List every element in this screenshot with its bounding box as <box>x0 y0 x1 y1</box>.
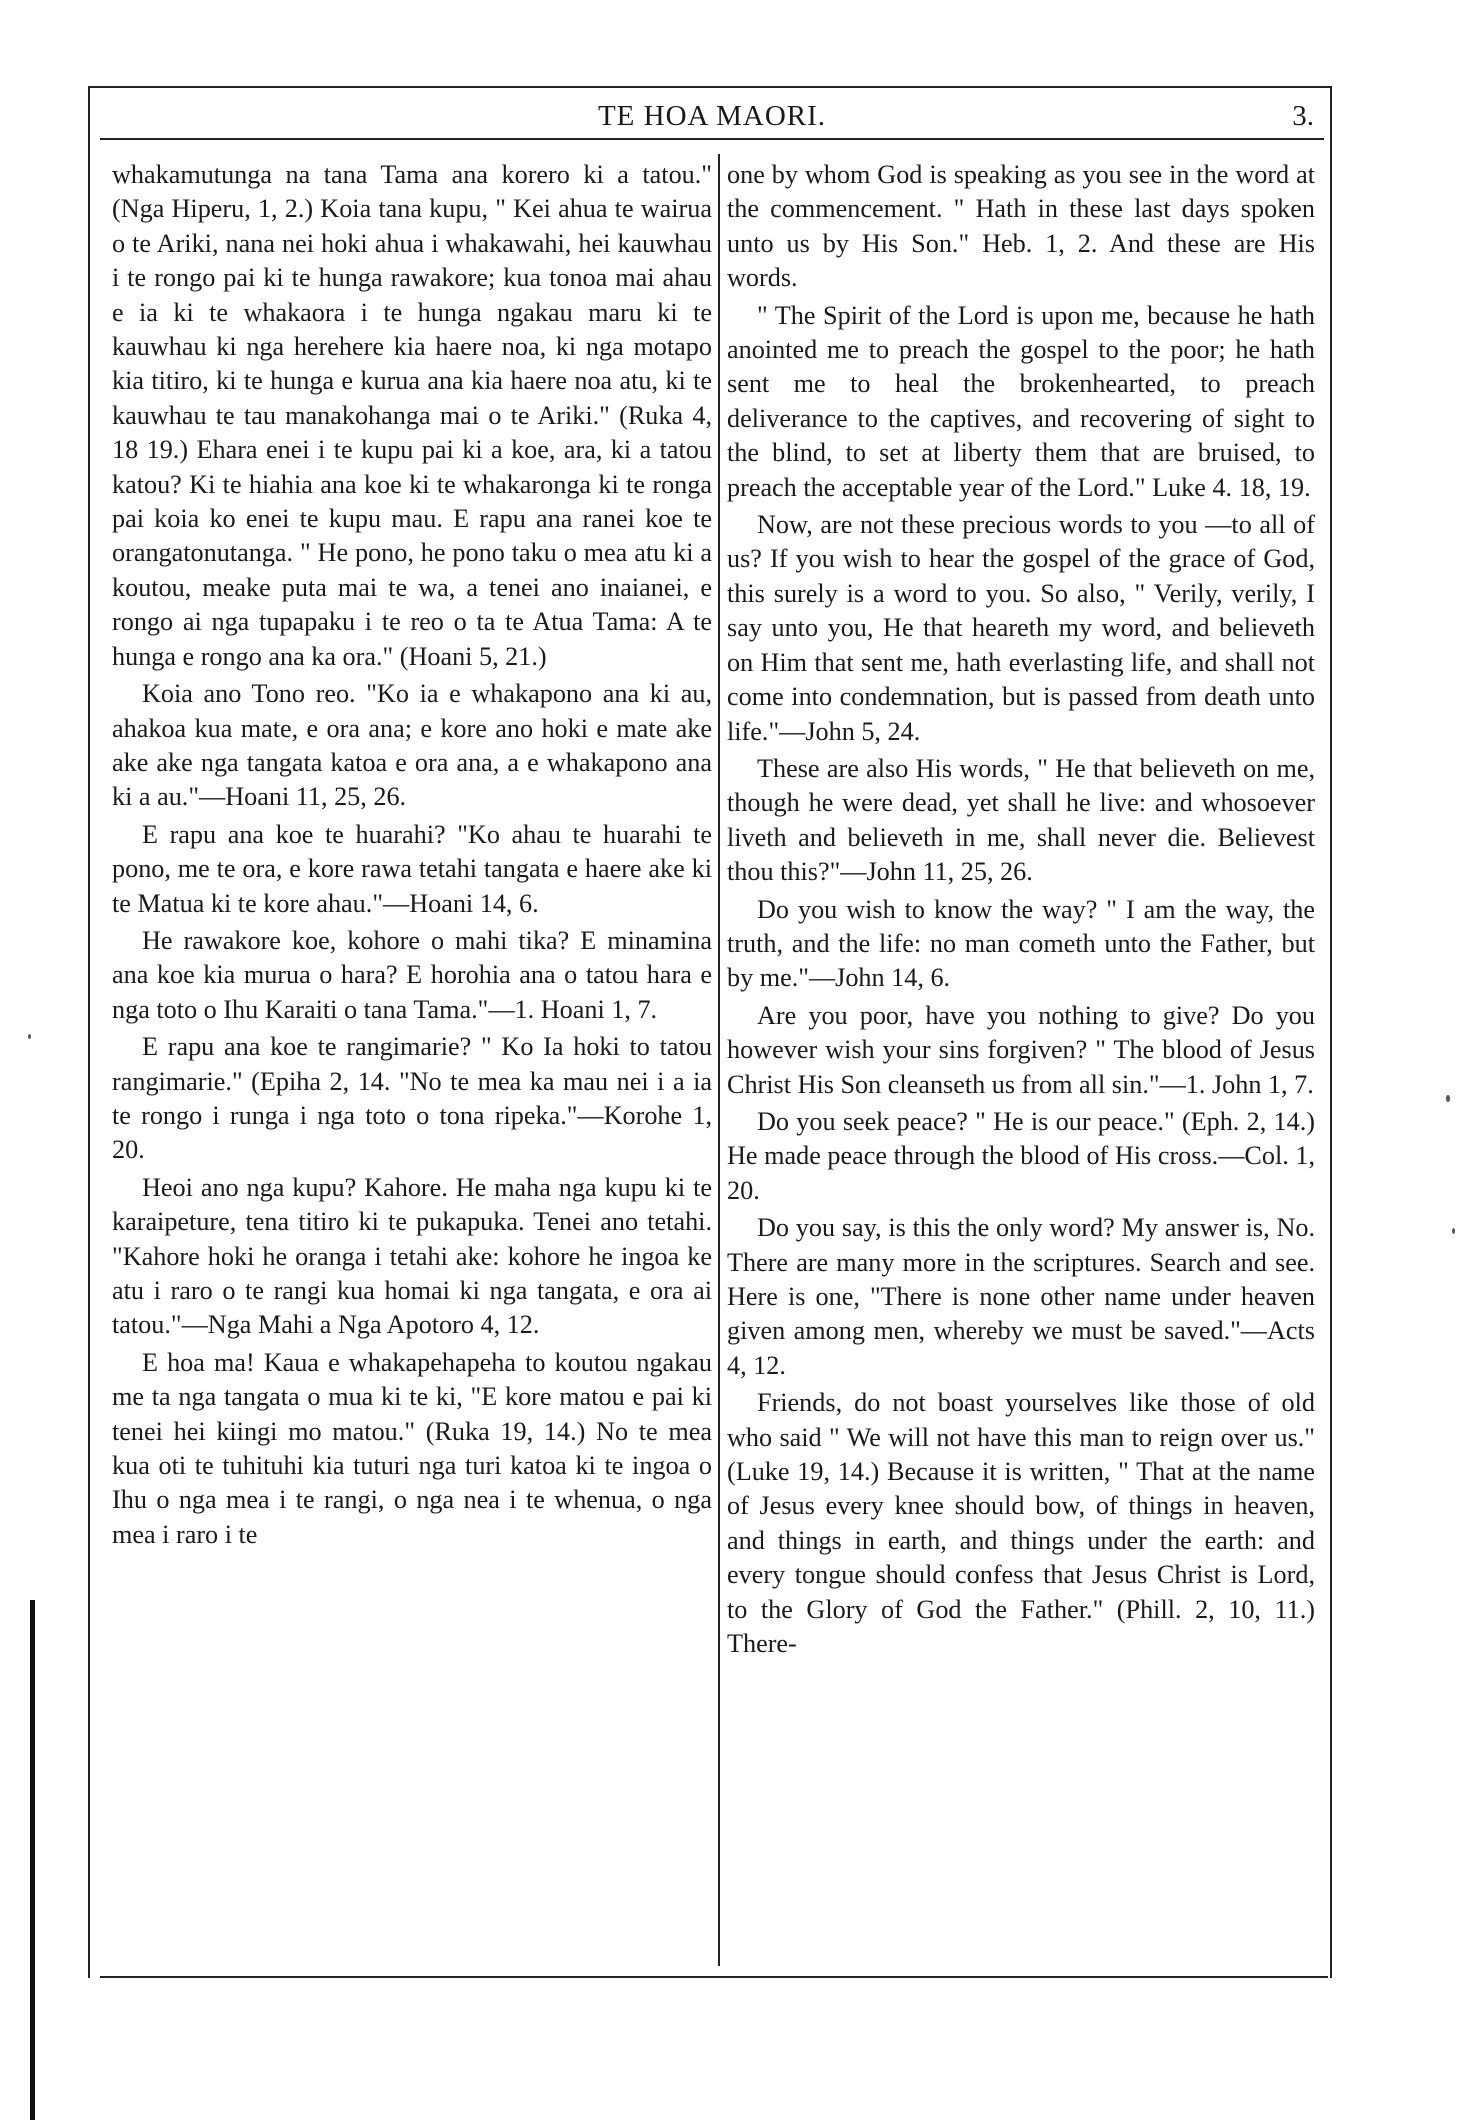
right-paragraph: Do you seek peace? " He is our peace." (Eph. 2, 14.) He made peace through the blood of His cross.—Col. 1, 20. <box>727 1106 1315 1205</box>
left-column-maori <box>112 158 712 1555</box>
left-paragraph: Koia ano Tono reo. "Ko ia e whakapono ana ki au, ahakoa kua mate, e ora ana; e kore ano hoki e mate ake ake ake nga tangata katoa e ora ana, a e whakapono ana ki a au."—Hoani 11, 25, 26. <box>112 679 712 812</box>
newspaper-title: TE HOA MAORI. <box>597 100 827 132</box>
left-paragraph: whakamutunga na tana Tama ana korero ki a tatou." (Nga Hiperu, 1, 2.) Koia tana kupu, " Kei ahua te wairua o te Ariki, nana nei hoki ahua i whakawahi, hei kauwhau i te rongo pai ki te hunga rawakore; kua tonoa mai ahau e ia ki te whakaora i te hunga ngakau maru ki te kauwhau ki nga herehere kia haere noa, ki nga motapo kia titiro, ki te hunga e kurua ana kia haere noa atu, ki te kauwhau te tau manakohanga mai o te Ariki." (Ruka 4, 18 19.) Ehara enei i te kupu pai ki a koe, ara, ki a tatou katou? Ki te hiahia ana koe ki te whakaronga ki te ronga pai koia ko enei te kupu mau. E rapu ana ranei koe te orangatonutanga. " He pono, he pono taku o mea atu ki a koutou, meake puta mai te wa, a tenei ano inaianei, e rongo ai nga tupapaku i te reo o ta te Atua Tama: A te hunga e rongo ana ka ora." (Hoani 5, 21.) <box>112 160 712 671</box>
right-paragraph: Are you poor, have you nothing to give? Do you however wish your sins forgiven? " The blood of Jesus Christ His Son cleanseth us from all sin."—1. John 1, 7. <box>727 1000 1315 1099</box>
column-divider <box>718 154 720 1966</box>
binding-edge <box>30 1600 35 2120</box>
right-paragraph: one by whom God is speaking as you see in the word at the commencement. " Hath in these last days spoken unto us by His Son." Heb. 1, 2. And these are His words. <box>727 160 1315 293</box>
left-paragraph: He rawakore koe, kohore o mahi tika? E minamina ana koe kia murua o hara? E horohia ana o tatou hara e nga toto o Ihu Karaiti o tana Tama."—1. Hoani 1, 7. <box>112 925 712 1024</box>
left-paragraph: Heoi ano nga kupu? Kahore. He maha nga kupu ki te karaipeture, tena titiro ki te pukapuka. Tenei ano tetahi. "Kahore hoki he oranga i tetahi ake: kohore he ingoa ke atu i raro o te rangi kua homai ki nga tangata, e ora ai tatou."—Nga Mahi a Nga Apotoro 4, 12. <box>112 1172 712 1340</box>
right-paragraph: " The Spirit of the Lord is upon me, because he hath anointed me to preach the gospel to the poor; he hath sent me to heal the brokenhearted, to preach deliverance to the captives, and recovering of sight to the blind, to set at liberty them that are bruised, to preach the acceptable year of the Lord." Luke 4. 18, 19. <box>727 300 1315 502</box>
page-number: 3. <box>1292 100 1314 132</box>
right-paragraph: Friends, do not boast yourselves like those of old who said " We will not have this man to reign over us." (Luke 19, 14.) Because it is written, " That at the name of Jesus every knee should bow, of things in heaven, and things in earth, and things under the earth: and every tongue should confess that Jesus Christ is Lord, to the Glory of God the Father." (Phill. 2, 10, 11.) There- <box>727 1388 1315 1659</box>
right-paragraph: Now, are not these precious words to you —to all of us? If you wish to hear the gospel of the grace of God, this surely is a word to you. So also, " Verily, verily, I say unto you, He that heareth my word, and believeth on Him that sent me, hath everlasting life, and shall not come into condemnation, but is passed from death unto life."—John 5, 24. <box>727 510 1315 746</box>
page-header <box>100 96 1324 140</box>
print-speck <box>28 1034 31 1039</box>
print-speck <box>1452 1228 1455 1234</box>
right-paragraph: Do you wish to know the way? " I am the way, the truth, and the life: no man cometh unto the Father, but by me."—John 14, 6. <box>727 894 1315 993</box>
right-paragraph: Do you say, is this the only word? My answer is, No. There are many more in the scriptures. Search and see. Here is one, "There is none other name under heaven given among men, whereby we must be saved."—Acts 4, 12. <box>727 1213 1315 1380</box>
left-paragraph: E rapu ana koe te rangimarie? " Ko Ia hoki to tatou rangimarie." (Epiha 2, 14. "No te mea ka mau nei i a ia te rongo i runga i nga toto o tona ripeka."—Korohe 1, 20. <box>112 1032 712 1165</box>
left-paragraph: E rapu ana koe te huarahi? "Ko ahau te huarahi te pono, me te ora, e kore rawa tetahi tangata e haere ake ki te Matua ki te kore ahau."—Hoani 14, 6. <box>112 819 712 918</box>
right-column-english <box>727 158 1315 1664</box>
footer-rule <box>100 1976 1328 1978</box>
left-paragraph: E hoa ma! Kaua e whakapehapeha to koutou ngakau me ta nga tangata o mua ki te ki, "E kore matou e pai ki tenei hei kiingi mo matou." (Ruka 19, 14.) No te mea kua oti te tuhituhi kia tuturi nga turi katoa ki te ingoa o Ihu o nga mea i te rangi, o nga nea i te whenua, o nga mea i raro i te <box>112 1347 712 1549</box>
right-paragraph: These are also His words, " He that believeth on me, though he were dead, yet shall he live: and whosoever liveth and believeth in me, shall never die. Believest thou this?"—John 11, 25, 26. <box>727 753 1315 887</box>
print-speck <box>1446 1095 1450 1102</box>
